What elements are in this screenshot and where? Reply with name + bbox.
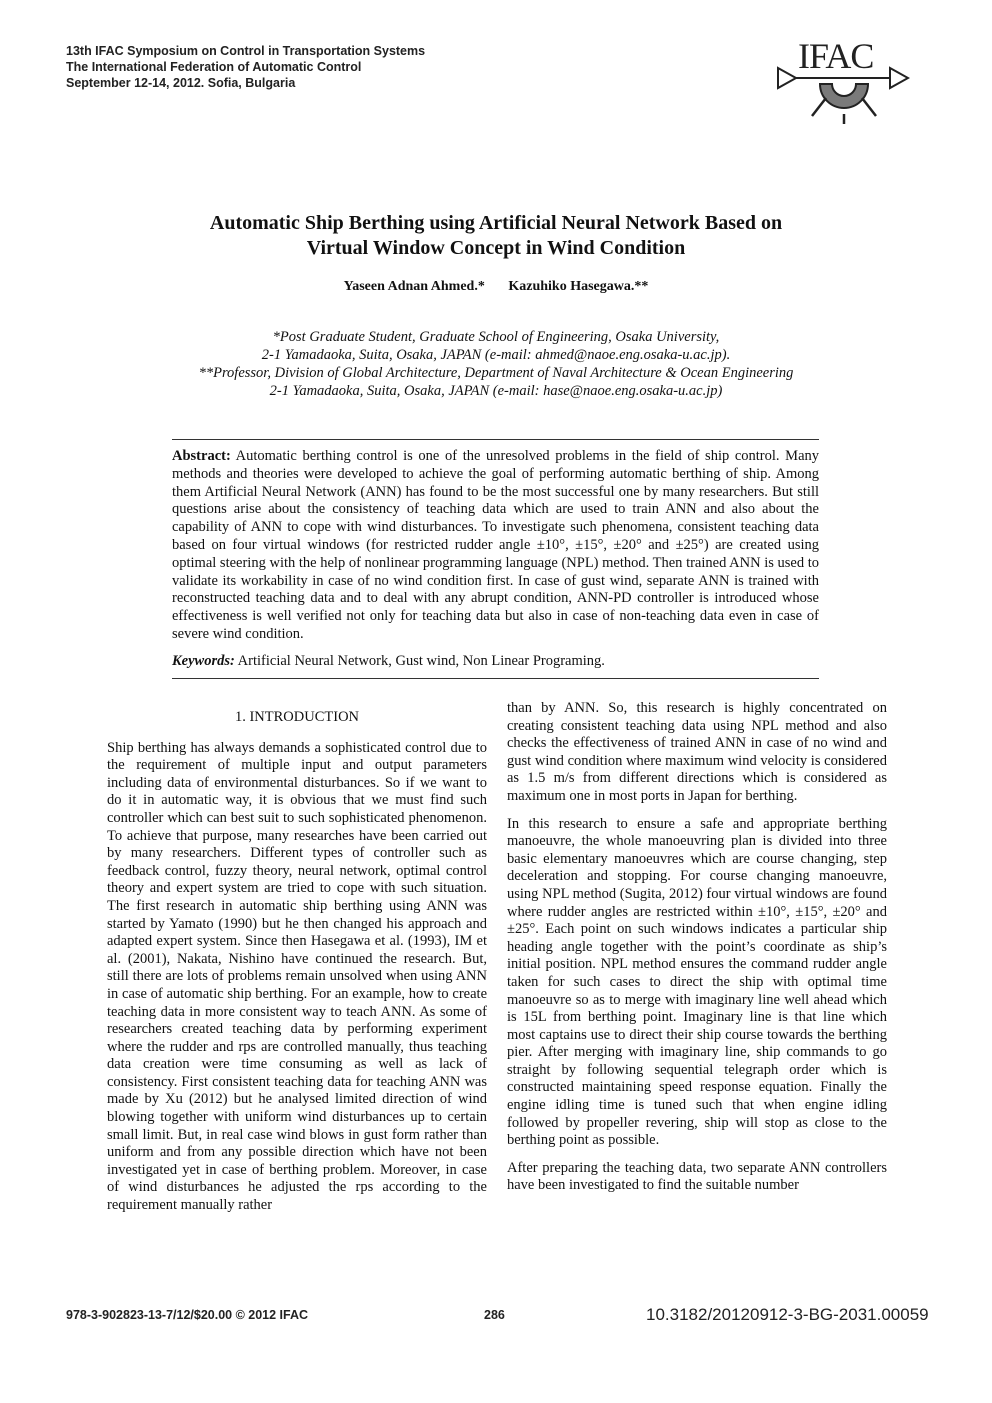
abstract-bottom-rule: [172, 678, 819, 679]
author-list: [0, 279, 992, 295]
conference-date-location: September 12-14, 2012. Sofia, Bulgaria: [66, 76, 296, 90]
ifac-logo: [776, 38, 910, 128]
footer-page-number: 286: [484, 1308, 505, 1322]
footer-isbn: 978-3-902823-13-7/12/$20.00 © 2012 IFAC: [66, 1308, 309, 1322]
abstract-text: Automatic berthing control is one of the unresolved problems in the field of ship control. Many methods and theories were developed to achieve the goal of performing automatic berthing of ship. Among them Artificial Neural Network (ANN) has found to be the most successful one by many researchers. But still questions arise about the consistency of teaching data which are used to train ANN and also about the capability of ANN to cope with wind disturbances. To investigate such phenomena, consistent teaching data based on four virtual windows (for restricted rudder angle ±10°, ±15°, ±20° and ±25°) are created using optimal steering with the help of nonlinear programming language (NPL) method. Then trained ANN is used to validate its workability in case of no wind condition first. In case of gust wind, separate ANN is trained with reconstructed teaching data and to deal with any abrupt condition, ANN-PD controller is introduced whose effectiveness is well verified not only for teaching data but also in case of non-teaching data even in case of severe wind condition.: [172, 448, 820, 642]
paper-title-line-1: Automatic Ship Berthing using Artificial Neural Network Based on: [209, 212, 783, 234]
introduction-paragraph-1: Ship berthing has always demands a sophisticated control due to the requirement of multiple input and output parameters including data of environmental disturbances. So if we want to do it in automatic way, it is obvious that we must find such controller which can best suit to such sophisticated phenomenon. To achieve that purpose, many researches have been carried out by many researchers. Different types of controller such as feedback control, fuzzy theory, neural network, optimal control theory and expert system are tried to cope with such situation. The first research in automatic ship berthing using ANN was started by Yamato (1990) but he then changed his approach and adapted expert system. Since then Hasegawa et al. (1993), IM et al. (2001), Nakata, Nishino have continued the research. But, still there are lots of problems remain unsolved when using ANN in case of automatic ship berthing. For an example, how to create teaching data in more consistent way to teach ANN. As some of researchers created teaching data by performing experiment where the rudder and rps are controlled manually, thus teaching data creation were time consuming as well as lack of consistency. First consistent teaching data for teaching ANN was made by Xu (2012) but he analysed limited direction of wind blowing together with uniform wind disturbances up to certain small limit. But, in real case wind blows in gust form rather than uniform and from any possible direction which have not been investigated yet in case of berthing problem. Moreover, in case of wind disturbances he adjusted the rps according to the requirement manually rather: [107, 739, 487, 1214]
affiliation-line-4: 2-1 Yamadaoka, Suita, Osaka, JAPAN (e-mail: hase@naoe.eng.osaka-u.ac.jp): [269, 383, 723, 399]
section-heading-introduction: 1. INTRODUCTION: [234, 709, 360, 725]
keywords-text: Artificial Neural Network, Gust wind, Non Linear Programing.: [237, 653, 605, 669]
affiliation-line-3: **Professor, Division of Global Architecture, Department of Naval Architecture & Ocean Engineering: [198, 365, 794, 381]
abstract-label: Abstract:: [172, 448, 231, 464]
federation-name: The International Federation of Automatic Control: [66, 60, 362, 74]
right-paragraph-1: than by ANN. So, this research is highly concentrated on creating consistent teaching data using NPL method and also checks the effectiveness of trained ANN in case of no wind and gust wind condition where maximum wind velocity is considered as 1.5 m/s from different directions which is considered as maximum one in most ports in Japan for berthing.: [507, 700, 887, 804]
author-2: Kazuhiko Hasegawa.**: [508, 279, 649, 294]
affiliation-line-2: 2-1 Yamadaoka, Suita, Osaka, JAPAN (e-mail: ahmed@naoe.eng.osaka-u.ac.jp).: [261, 347, 731, 363]
affiliations: [120, 328, 872, 400]
conference-name: 13th IFAC Symposium on Control in Transportation Systems: [66, 44, 426, 58]
conference-header: [66, 43, 425, 91]
paper-title-line-2: Virtual Window Concept in Wind Condition: [306, 237, 686, 259]
left-column: [107, 709, 487, 1225]
right-column: [507, 700, 887, 1205]
keywords-label: Keywords:: [172, 653, 235, 669]
right-paragraph-3: After preparing the teaching data, two separate ANN controllers have been investigated to find the suitable number: [507, 1159, 887, 1194]
affiliation-line-1: *Post Graduate Student, Graduate School of Engineering, Osaka University,: [272, 329, 720, 345]
right-paragraph-2: In this research to ensure a safe and appropriate berthing manoeuvre, the whole manoeuvring plan is divided into three basic elementary manoeuvres which are course changing, step deceleration and stopping. For course changing manoeuvre, using NPL method (Sugita, 2012) four virtual windows are found where rudder angles are restricted within ±10°, ±15°, ±20° and ±25°. Each point on such windows indicates a particular ship heading angle together with the point’s coordinate as ship’s initial position. NPL method ensures the command rudder angle taken for such cases to direct the ship with optimal time manoeuvre so as to merge with imaginary line well ahead which is 15L from berthing point. Imaginary line is that line which most captains use to direct their ship course towards the berthing pier. After merging with imaginary line, ship commands to go straight by following sequential telegraph order which is constructed maintaining speed response equation. Finally the engine idling time is tuned such that when engine idling followed by propeller revering, ship will stop as close to the berthing point as possible.: [507, 815, 887, 1149]
abstract-top-rule: [172, 439, 819, 440]
abstract: [172, 448, 819, 644]
keywords: [172, 653, 819, 670]
author-1: Yaseen Adnan Ahmed.*: [343, 279, 485, 294]
footer-doi: 10.3182/20120912-3-BG-2031.00059: [646, 1305, 929, 1324]
paper-title: [120, 211, 872, 261]
ifac-logo-text: IFAC: [798, 36, 874, 76]
